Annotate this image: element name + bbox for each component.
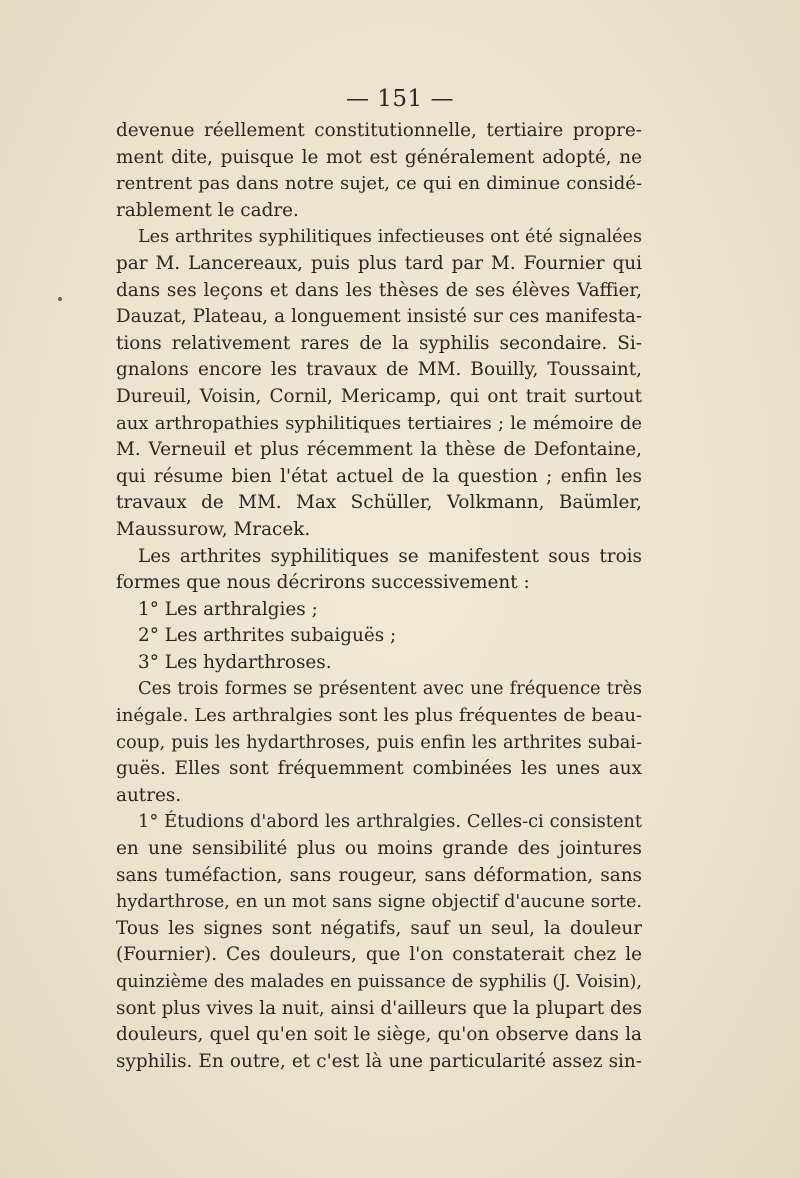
list-item: 2° Les arthrites subaiguës ; xyxy=(138,625,397,647)
text-line: qui résume bien l'état actuel de la question ; enfin les xyxy=(116,465,642,487)
text-line: Les arthrites syphilitiques infectieuses ont été signalées xyxy=(138,227,642,248)
text-line: Dauzat, Plateau, a longuement insisté sur ces manifesta- xyxy=(116,306,642,328)
body-text xyxy=(116,118,642,1075)
text-line: Ces trois formes se présentent avec une fréquence très xyxy=(138,678,642,700)
text-line: Les arthrites syphilitiques se manifestent sous trois xyxy=(138,545,642,567)
text-line: autres. xyxy=(116,784,182,806)
text-line: travaux de MM. Max Schüller, Volkmann, Baümler, xyxy=(116,492,642,514)
text-line: par M. Lancereaux, puis plus tard par M. Fournier qui xyxy=(116,252,642,274)
text-line: syphilis. En outre, et c'est là une particularité assez sin- xyxy=(116,1050,642,1072)
text-line: formes que nous décrirons successivement : xyxy=(116,572,530,594)
text-line: gnalons encore les travaux de MM. Bouilly, Toussaint, xyxy=(116,359,642,381)
text-line: (Fournier). Ces douleurs, que l'on constaterait chez le xyxy=(116,944,642,966)
text-line: coup, puis les hydarthroses, puis enfin les arthrites subai- xyxy=(116,731,642,753)
text-line: hydarthrose, en un mot sans signe objectif d'aucune sorte. xyxy=(116,892,642,913)
text-line: ment dite, puisque le mot est généralement adopté, ne xyxy=(116,146,642,168)
page-number: — 151 — xyxy=(345,86,455,112)
text-line: inégale. Les arthralgies sont les plus fréquentes de beau- xyxy=(116,705,642,727)
margin-dot xyxy=(58,297,62,301)
list-item: 1° Les arthralgies ; xyxy=(138,598,318,620)
text-line: Tous les signes sont négatifs, sauf un seul, la douleur xyxy=(116,917,642,939)
text-line: quinzième des malades en puissance de syphilis (J. Voisin), xyxy=(116,972,642,992)
text-line: sans tuméfaction, sans rougeur, sans déformation, sans xyxy=(116,864,642,886)
text-line: M. Verneuil et plus récemment la thèse de Defontaine, xyxy=(116,439,642,461)
text-line: rablement le cadre. xyxy=(116,199,299,221)
text-line: aux arthropathies syphilitiques tertiaires ; le mémoire de xyxy=(116,412,642,434)
text-line: sont plus vives la nuit, ainsi d'ailleurs que la plupart des xyxy=(116,997,642,1019)
text-line: Dureuil, Voisin, Cornil, Mericamp, qui ont trait surtout xyxy=(116,385,642,407)
text-line: en une sensibilité plus ou moins grande des jointures xyxy=(116,838,642,860)
text-line: rentrent pas dans notre sujet, ce qui en diminue considé- xyxy=(116,173,642,195)
text-line: douleurs, quel qu'en soit le siège, qu'on observe dans la xyxy=(116,1024,642,1046)
list-item: 3° Les hydarthroses. xyxy=(138,651,332,673)
text-line: guës. Elles sont fréquemment combinées les unes aux xyxy=(116,758,642,780)
text-line: tions relativement rares de la syphilis secondaire. Si- xyxy=(116,332,642,354)
text-line: devenue réellement constitutionnelle, tertiaire propre- xyxy=(116,120,642,141)
text-line: Maussurow, Mracek. xyxy=(116,518,311,540)
text-line: 1° Étudions d'abord les arthralgies. Celles-ci consistent xyxy=(138,811,642,833)
text-line: dans ses leçons et dans les thèses de ses élèves Vaffier, xyxy=(116,279,642,301)
